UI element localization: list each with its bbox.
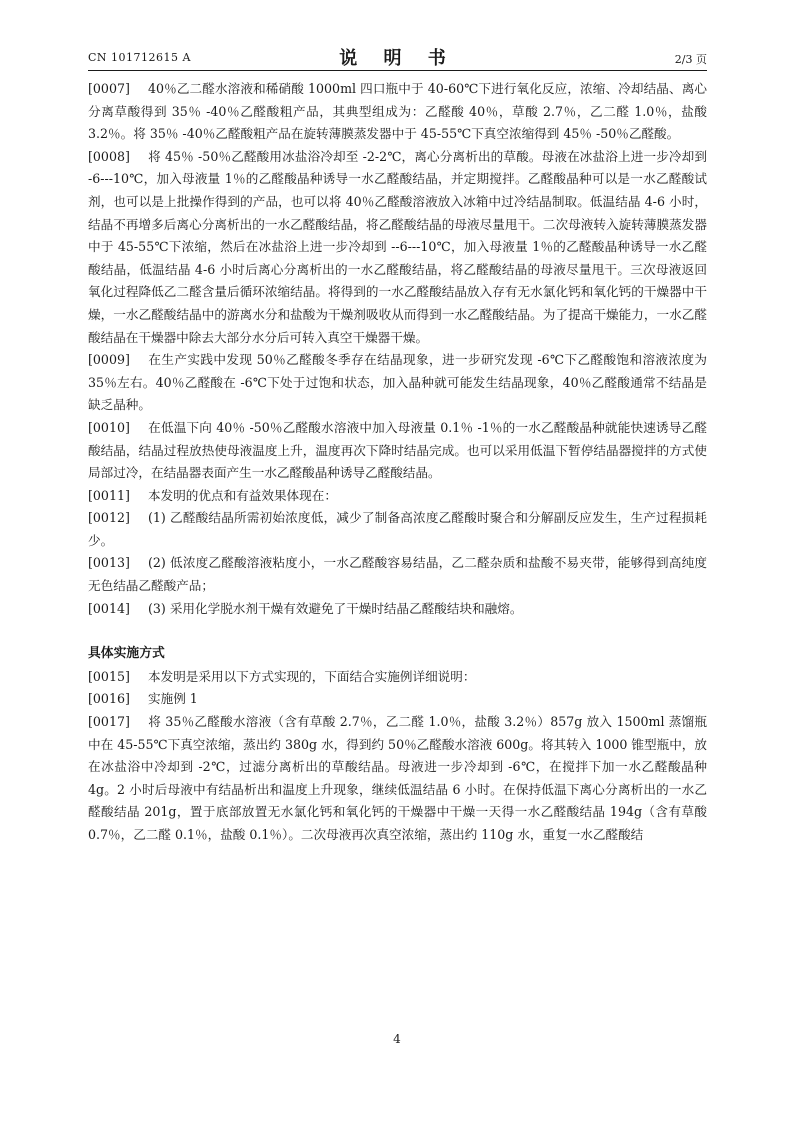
paragraph [88,666,707,689]
publication-number: CN 101712615 A [88,51,191,64]
paragraph-text: 将 35％乙醛酸水溶液（含有草酸 2.7％，乙二醛 1.0％，盐酸 3.2％）857g 放入 1500ml 蒸馏瓶中在 45-55℃下真空浓缩，蒸出约 380g 水，得到约 50％乙醛酸水溶液 600g。将其转入 1000 锥型瓶中，放在冰盐浴中冷却到 -2℃，过滤分离析出的草酸结晶。母液进一步冷却到 -6℃，在搅拌下加一水乙醛酸晶种 4g。2 小时后母液中有结晶析出和温度上升现象，继续低温结晶 6 小时。在保持低温下离心分离析出的一水乙醛酸结晶 201g，置于底部放置无水氯化钙和氧化钙的干燥器中干燥一天得一水乙醛酸结晶 194g（含有草酸 0.7％，乙二醛 0.1％，盐酸 0.1％）。二次母液再次真空浓缩，蒸出约 110g 水，重复一水乙醛酸结 [88,714,707,842]
paragraph [88,711,707,847]
paragraph-number: [0017] [88,714,130,730]
paragraph [88,417,707,485]
paragraph-number: [0013] [88,555,130,571]
header-divider [88,70,707,71]
paragraph-list [88,78,707,620]
paragraph-list [88,666,707,847]
paragraph-number: [0014] [88,600,130,616]
page-indicator: 2/3 页 [674,53,707,66]
paragraph-text: 本发明的优点和有益效果体现在： [148,487,337,503]
paragraph-number: [0015] [88,668,130,684]
paragraph-number: [0011] [88,487,130,503]
paragraph-number: [0010] [88,419,130,435]
paragraph-text: (2) 低浓度乙醛酸溶液粘度小，一水乙醛酸容易结晶，乙二醛杂质和盐酸不易夹带，能够得到高纯度无色结晶乙醛酸产品； [88,555,707,594]
paragraph-text: 将 45％ -50％乙醛酸用冰盐浴冷却至 -2-2℃，离心分离析出的草酸。母液在冰盐浴上进一步冷却到 -6---10℃，加入母液量 1％的乙醛酸晶种诱导一水乙醛酸结晶，并定期搅拌。乙醛酸晶种可以是一水乙醛酸试剂，也可以是上批操作得到的产品，也可以将 40％乙醛酸溶液放入冰箱中过冷结晶制取。低温结晶 4-6 小时，结晶不再增多后离心分离析出的一水乙醛酸结晶，将乙醛酸结晶的母液尽量甩干。二次母液转入旋转薄膜蒸发器中于 45-55℃下浓缩，然后在冰盐浴上进一步冷却到 --6---10℃，加入母液量 1％的乙醛酸晶种诱导一水乙醛酸结晶，低温结晶 4-6 小时后离心分离析出的一水乙醛酸结晶，将乙醛酸结晶的母液尽量甩干。三次母液返回氧化过程降低乙二醛含量后循环浓缩结晶。将得到的一水乙醛酸结晶放入存有无水氯化钙和氧化钙的干燥器中干燥，一水乙醛酸结晶中的游离水分和盐酸为干燥剂吸收从而得到一水乙醛酸结晶。为了提高干燥能力，一水乙醛酸结晶在干燥器中除去大部分水分后可转入真空干燥器干燥。 [88,148,707,345]
paragraph [88,349,707,417]
paragraph-number: [0012] [88,510,130,526]
document-title: 说 明 书 [339,48,456,69]
paragraph-number: [0016] [88,691,130,707]
document-body [88,78,707,847]
paragraph-number: [0007] [88,81,130,96]
paragraph [88,552,707,597]
paragraph-number: [0009] [88,352,130,368]
paragraph [88,507,707,552]
paragraph [88,146,707,349]
paragraph-text: 实施例 1 [148,691,198,707]
page-header [88,44,707,68]
paragraph-number: [0008] [88,148,130,164]
paragraph [88,688,707,711]
paragraph [88,598,707,621]
paragraph [88,78,707,146]
paragraph-text: 在低温下向 40％ -50％乙醛酸水溶液中加入母液量 0.1％ -1％的一水乙醛酸晶种就能快速诱导乙醛酸结晶，结晶过程放热使母液温度上升，温度再次下降时结晶完成。也可以采用低温下暂停结晶器搅拌的方式使局部过冷，在结晶器表面产生一水乙醛酸晶种诱导乙醛酸结晶。 [88,419,707,481]
paragraph-text: 本发明是采用以下方式实现的，下面结合实施例详细说明： [148,668,476,684]
paragraph-text: 在生产实践中发现 50％乙醛酸冬季存在结晶现象，进一步研究发现 -6℃下乙醛酸饱和溶液浓度为 35％左右。40％乙醛酸在 -6℃下处于过饱和状态，加入晶种就可能发生结晶现象，40％乙醛酸通常不结晶是缺乏晶种。 [88,352,707,413]
paragraph-text: (1) 乙醛酸结晶所需初始浓度低，减少了制备高浓度乙醛酸时聚合和分解副反应发生，生产过程损耗少。 [88,510,707,548]
paragraph [88,485,707,508]
paragraph-text: (3) 采用化学脱水剂干燥有效避免了干燥时结晶乙醛酸结块和融熔。 [148,600,523,616]
page-number: 4 [393,1032,401,1046]
section-heading: 具体实施方式 [88,646,165,662]
paragraph-text: 40％乙二醛水溶液和稀硝酸 1000ml 四口瓶中于 40-60℃下进行氧化反应，浓缩、冷却结晶、离心分离草酸得到 35％ -40％乙醛酸粗产品，其典型组成为：乙醛酸 40％，草酸 2.7％，乙二醛 1.0％，盐酸 3.2％。将 35％ -40％乙醛酸粗产品在旋转薄膜蒸发器中于 45-55℃下真空浓缩得到 45％ -50％乙醛酸。 [88,81,707,142]
